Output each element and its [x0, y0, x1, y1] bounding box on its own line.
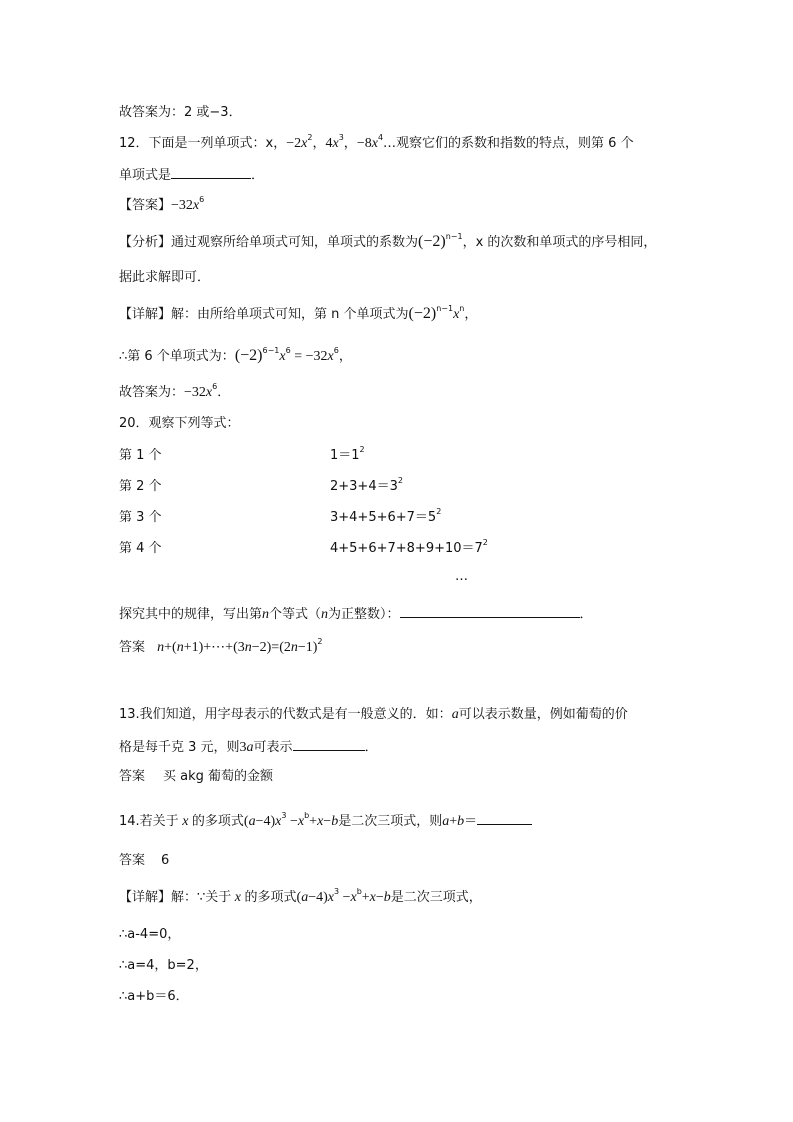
- answer-blank: [477, 810, 532, 825]
- answer-12: 【答案】$-32x^6$: [119, 195, 205, 213]
- row-label-3: 第 3 个: [119, 510, 162, 525]
- question-13: 13.我们知道，用字母表示的代数式是有一般意义的．如：a可以表示数量，例如葡萄的价: [119, 707, 628, 722]
- equation-4: $4+5+6+7+8+9+10=7^2$: [330, 538, 488, 556]
- detail-12-step: ∴第 6 个单项式为：$(-2)^{6-1}x^6 = -32x^6$，: [119, 346, 352, 364]
- equation-1: $1=1^2$: [330, 445, 365, 463]
- question-20-ask: 探究其中的规律，写出第n个等式（n为正整数）： ．: [119, 603, 593, 625]
- detail-12: 【详解】解：由所给单项式可知，第 n 个单项式为$(-2)^{n-1}x^n$，: [119, 304, 478, 322]
- answer-line-prev: 故答案为：2 或−3．: [119, 105, 242, 120]
- answer-13: 答案 买 akg 葡萄的金额: [119, 769, 274, 784]
- step-2: ∴a=4，b=2，: [119, 958, 208, 973]
- equation-3: $3+4+5+6+7=5^2$: [330, 507, 442, 525]
- row-label-4: 第 4 个: [119, 541, 162, 556]
- answer-blank: [171, 164, 251, 179]
- equation-2: $2+3+4=3^2$: [330, 476, 403, 494]
- answer-20: 答案 $n+(n+1)+\cdots+(3n-2)=(2n-1)^2$: [119, 637, 323, 655]
- answer-blank: [400, 603, 580, 618]
- question-20: 20．观察下列等式：: [119, 416, 240, 431]
- row-label-1: 第 1 个: [119, 448, 162, 463]
- analysis-12: 【分析】通过观察所给单项式可知，单项式的系数为$(-2)^{n-1}$，x 的次数和单项式的序号相同，: [119, 232, 657, 250]
- step-1: ∴a-4=0，: [119, 927, 181, 942]
- detail-14: 【详解】解：∵关于 x 的多项式$(a-4)x^3 -x^b+x-b$是二次三项式，: [119, 887, 482, 905]
- question-13-cont: 格是每千克 3 元，则3a可表示 ．: [119, 736, 378, 758]
- question-14: 14.若关于 x 的多项式$(a-4)x^3 -x^b+x-b$是二次三项式，则a+b＝: [119, 810, 532, 832]
- answer-blank: [293, 736, 365, 751]
- step-3: ∴a+b＝6．: [119, 989, 189, 1004]
- analysis-12-cont: 据此求解即可．: [119, 270, 211, 285]
- ellipsis: …: [455, 569, 468, 584]
- final-answer-12: 故答案为：$-32x^6$．: [119, 382, 231, 400]
- question-12: 12．下面是一列单项式：x，$-2x^2$，$4x^3$，$-8x^4\dots$观察它们的系数和指数的特点，则第 6 个: [119, 133, 634, 151]
- row-label-2: 第 2 个: [119, 479, 162, 494]
- question-12-blank-line: 单项式是 ．: [119, 164, 264, 186]
- answer-14: 答案 6: [119, 853, 170, 868]
